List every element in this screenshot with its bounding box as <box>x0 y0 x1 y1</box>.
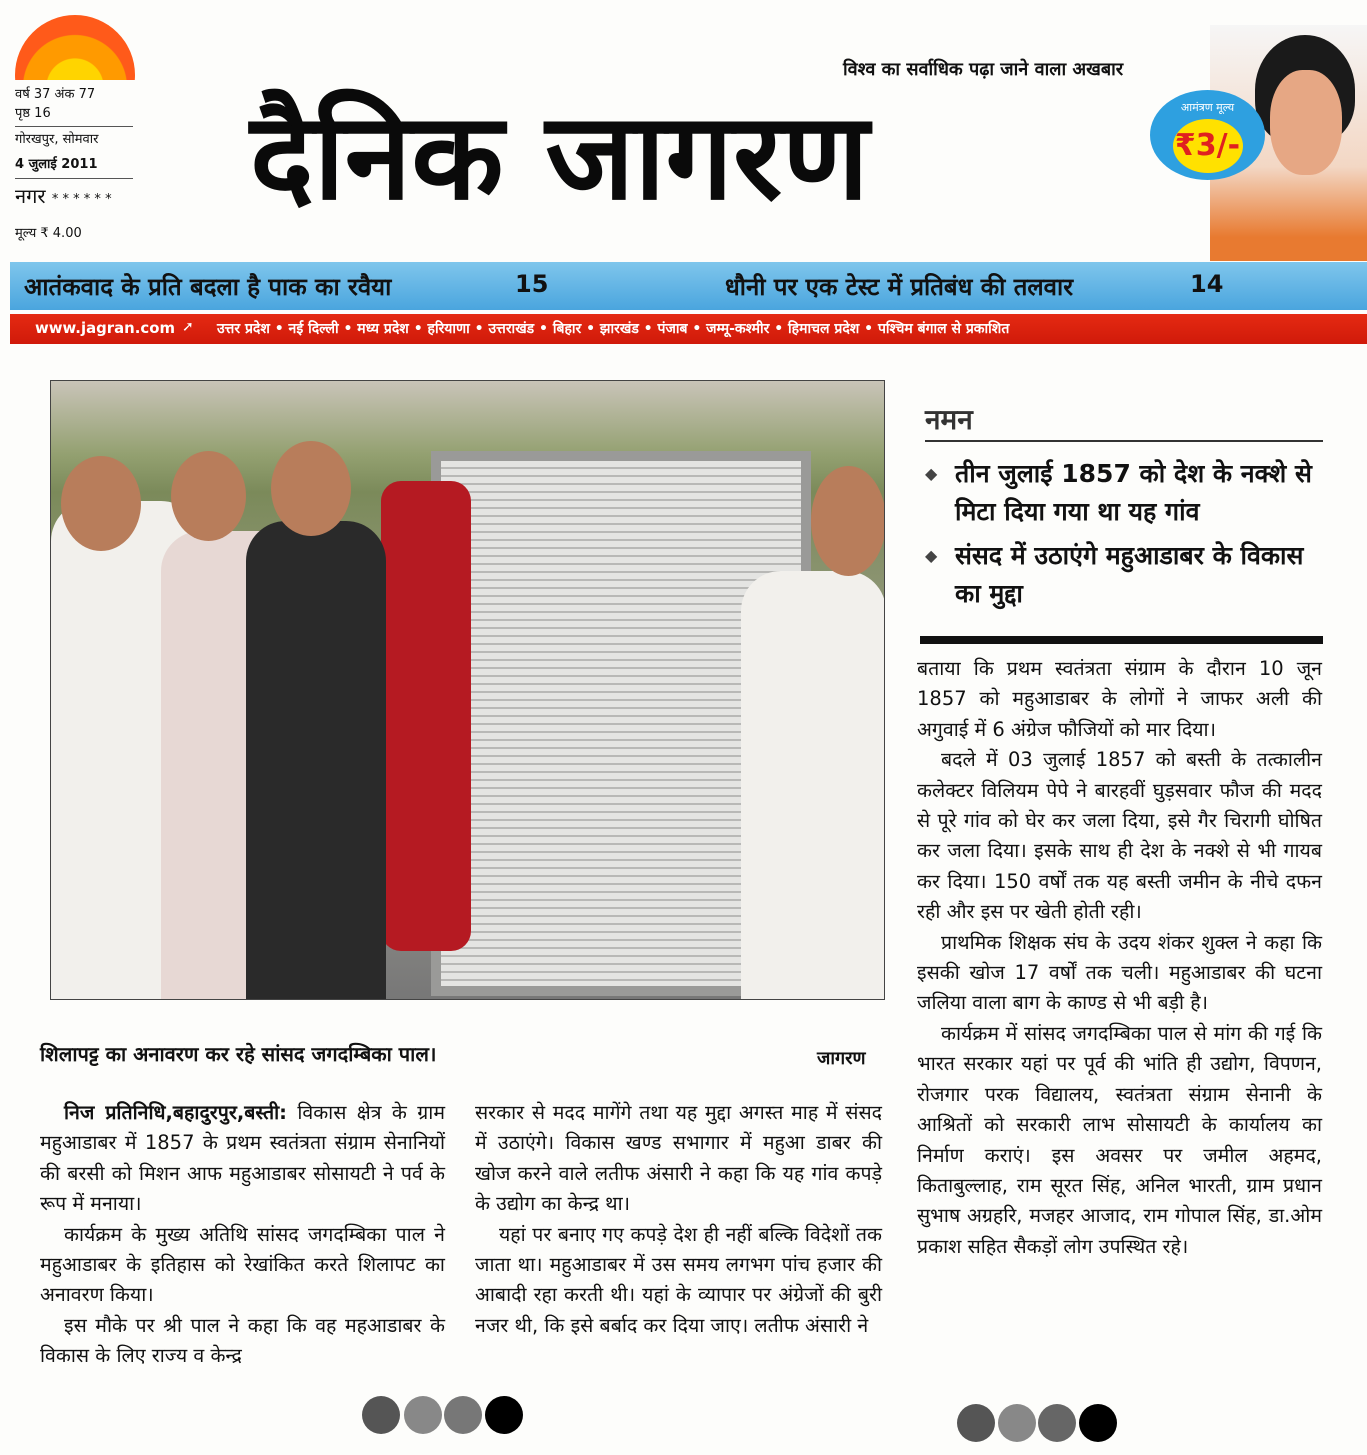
masthead-tagline: विश्व का सर्वाधिक पढ़ा जाने वाला अखबार <box>843 59 1124 80</box>
article-column-3: बताया कि प्रथम स्वतंत्रता संग्राम के दौरान 10 जून 1857 को महुआडाबर के लोगों ने जाफर अली की अगुवाई में 6 अंग्रेज फौजियों को मार दिया। बदले में 03 जुलाई 1857 को बस्ती के तत्कालीन कलेक्टर विलियम पेपे ने बारहवीं घुड़सवार फौज की मदद से पूरे गांव को घेर कर जला दिया, इसे गैर चिरागी घोषित कर जला दिया। इसके साथ ही देश के नक्शे से भी गायब कर दिया। 150 वर्षों तक यह बस्ती जमीन के नीचे दफन रही और इस पर खेती होती रही। प्राथमिक शिक्षक संघ के उदय शंकर शुक्ल ने कहा कि इसकी खोज 17 वर्षों तक चली। महुआडाबर की घटना जलिया वाला बाग के काण्ड से भी बड़ी है। कार्यक्रम में सांसद जगदम्बिका पाल से मांग की गई कि भारत सरकार यहां पर पूर्व की भांति ही उद्योग, विपणन, रोजगार परक विद्यालय, स्वतंत्रता संग्राम सेनानी के आश्रितों को सरकारी लाभ सोसायटी के कार्यालय का निर्माण कराएं। इस अवसर पर जमील अहमद, किताबुल्लाह, राम सूरत सिंह, अनिल भारती, ग्राम प्रधान सुभाष अग्रहरि, मजहर आजाद, राम गोपाल सिंह, डा.ओम प्रकाश सहित सैकड़ों लोग उपस्थित रहे। <box>917 657 1322 1258</box>
registration-dot <box>957 1404 995 1442</box>
registration-dot <box>998 1404 1036 1442</box>
editions-list: उत्तर प्रदेश • नई दिल्ली • मध्य प्रदेश • हरियाणा • उत्तराखंड • बिहार • झारखंड • पंजाब • जम्मू-कश्मीर • हिमाचल प्रदेश • पश्चिम बंगाल से प्रकाशित <box>217 321 1010 337</box>
edition-pages: पृष्ठ 16 <box>15 106 51 121</box>
diamond-icon: ◆ <box>925 464 938 483</box>
divider <box>925 440 1323 442</box>
registration-dot <box>362 1396 400 1434</box>
photo-caption: शिलापट्ट का अनावरण कर रहे सांसद जगदम्बिका पाल। <box>40 1042 437 1066</box>
article-column-1: निज प्रतिनिधि,बहादुरपुर,बस्ती: विकास क्षेत्र के ग्राम महुआडाबर में 1857 के प्रथम स्वतंत्रता संग्राम सेनानियों की बरसी को मिशन आफ महुआडाबर सोसायटी ने पर्व के रूप में मनाया। कार्यक्रम के मुख्य अतिथि सांसद जगदम्बिका पाल ने महुआडाबर के इतिहास को रेखांकित करते शिलापट का अनावरण किया। इस मौके पर श्री पाल ने कहा कि वह महआडाबर के विकास के लिए राज्य व केन्द्र <box>40 1101 445 1368</box>
caption-wrap <box>40 1040 436 1067</box>
edition-place-day: गोरखपुर, सोमवार <box>15 132 99 147</box>
teaser-bar <box>10 262 1367 310</box>
edition-date: 4 जुलाई 2011 <box>15 157 98 172</box>
cursor-icon: ➚ <box>182 319 194 335</box>
registration-dot <box>485 1396 523 1434</box>
diamond-icon: ◆ <box>925 546 938 565</box>
masthead-tagline-wrap <box>843 58 1123 82</box>
price-badge: आमंत्रण मूल्य ₹3/- <box>1150 90 1265 180</box>
article-column-2: सरकार से मदद मागेंगे तथा यह मुद्दा अगस्त माह में संसद में उठाएंगे। विकास खण्ड सभागार में महुआ डाबर की खोज करने वाले लतीफ अंसारी ने कहा कि यह गांव कपड़े के उद्योग का केन्द्र था। यहां पर बनाए गए कपड़े देश ही नहीं बल्कि विदेशों तक जाता था। महुआडाबर में उस समय लगभग पांच हजार की आबादी रहा करती थी। यहां के व्यापार पर अंग्रेजों की बुरी नजर थी, कि इसे बर्बाद कर दिया जाए। लतीफ अंसारी ने <box>475 1101 882 1337</box>
registration-dot <box>1079 1404 1117 1442</box>
article-kicker: नमन <box>925 403 973 436</box>
teaser-page: 15 <box>515 270 549 298</box>
registration-dot <box>444 1396 482 1434</box>
divider <box>15 178 133 179</box>
headline-bullet: ◆ तीन जुलाई 1857 को देश के नक्शे से मिटा दिया गया था यह गांव <box>925 455 1325 531</box>
masthead-title: दैनिक जागरण <box>250 88 869 227</box>
logo-sun-icon <box>15 15 135 80</box>
editions-bar <box>10 314 1367 344</box>
edition-volume: वर्ष 37 अंक 77 <box>15 87 96 102</box>
teaser-headline[interactable]: धौनी पर एक टेस्ट में प्रतिबंध की तलवार <box>725 273 1074 301</box>
registration-dot <box>1038 1404 1076 1442</box>
website-link[interactable]: www.jagran.com <box>35 319 176 337</box>
masthead-wrap <box>250 88 869 228</box>
edition-section: नगर * * * * * * <box>15 184 112 208</box>
teaser-headline[interactable]: आतंकवाद के प्रति बदला है पाक का रवैया <box>24 273 392 301</box>
teaser-page: 14 <box>1190 270 1224 298</box>
registration-dot <box>404 1396 442 1434</box>
headline-bullet: ◆ संसद में उठाएंगे महुआडाबर के विकास का मुद्दा <box>925 537 1325 613</box>
divider <box>15 126 133 127</box>
divider <box>920 636 1323 644</box>
edition-price: मूल्य ₹ 4.00 <box>15 226 82 241</box>
news-photo <box>50 380 885 1000</box>
headline-bullets <box>925 455 1325 633</box>
photo-credit: जागरण <box>817 1048 866 1069</box>
